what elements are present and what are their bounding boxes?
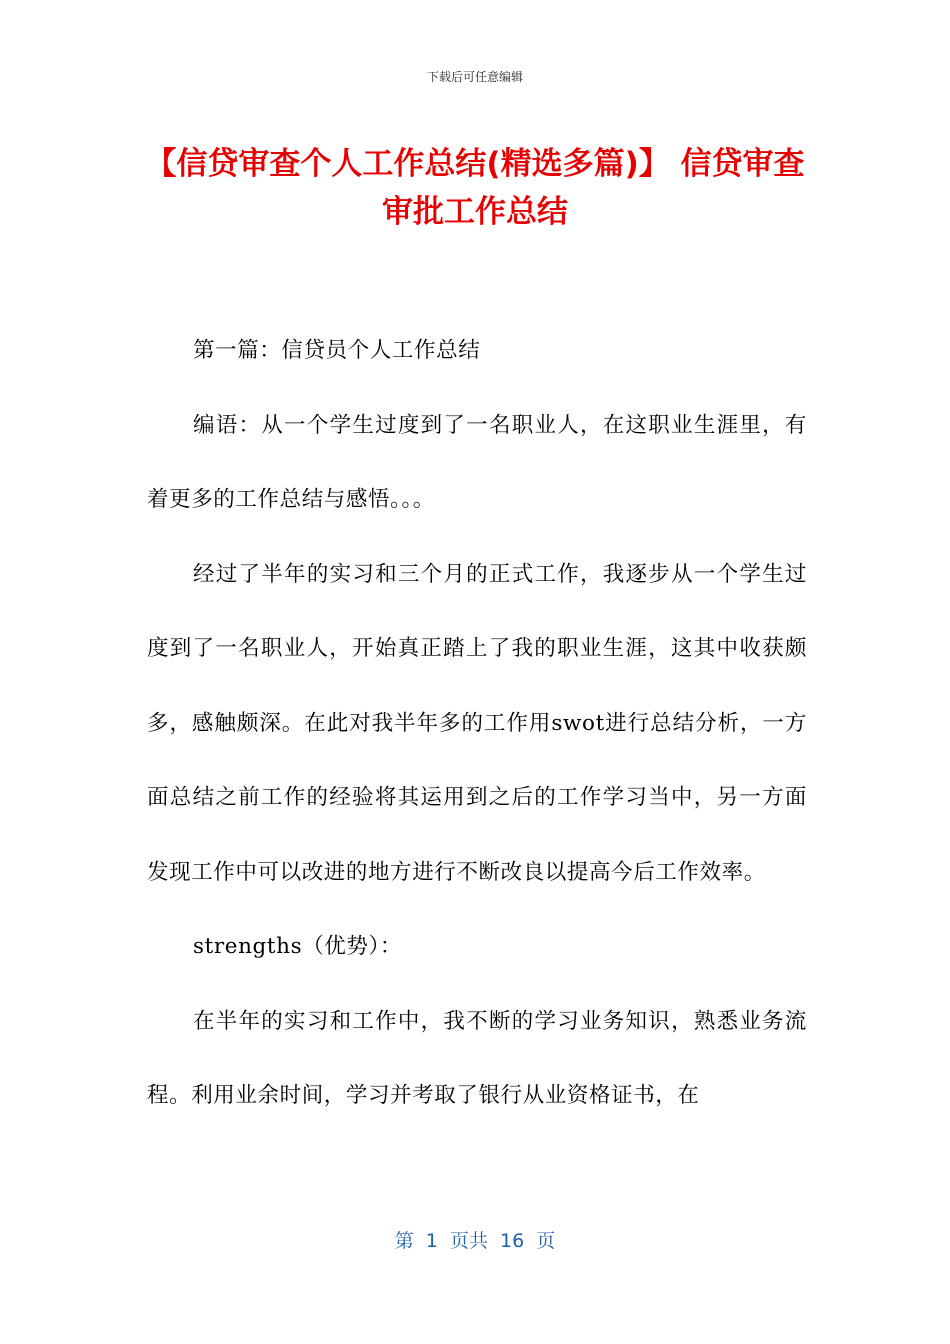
paragraph-intro: 经过了半年的实习和三个月的正式工作，我逐步从一个学生过度到了一名职业人，开始真正踏上了我的职业生涯，这其中收获颇多，感触颇深。在此对我半年多的工作用swot进行总结分析，一方面总结之前工作的经验将其运用到之后的工作学习当中，另一方面发现工作中可以改进的地方进行不断改良以提高今后工作效率。 [147,561,807,885]
page-header-note: 下载后可任意编辑 [426,70,523,84]
paragraph-section-heading: 第一篇：信贷员个人工作总结 [193,338,481,363]
paragraph-strengths-heading: strengths（优势）： [193,934,402,959]
paragraph-strengths-body: 在半年的实习和工作中，我不断的学习业务知识，熟悉业务流程。利用业余时间，学习并考取了银行从业资格证书，在 [147,1008,807,1108]
page-number-footer: 第 1 页共 16 页 [394,1230,556,1252]
document-title: 【信贷审查个人工作总结(精选多篇)】 信贷审查审批工作总结 [145,146,805,230]
document-body [147,314,807,1134]
paragraph-editor-note: 编语：从一个学生过度到了一名职业人，在这职业生涯里，有着更多的工作总结与感悟。。。 [147,412,807,512]
